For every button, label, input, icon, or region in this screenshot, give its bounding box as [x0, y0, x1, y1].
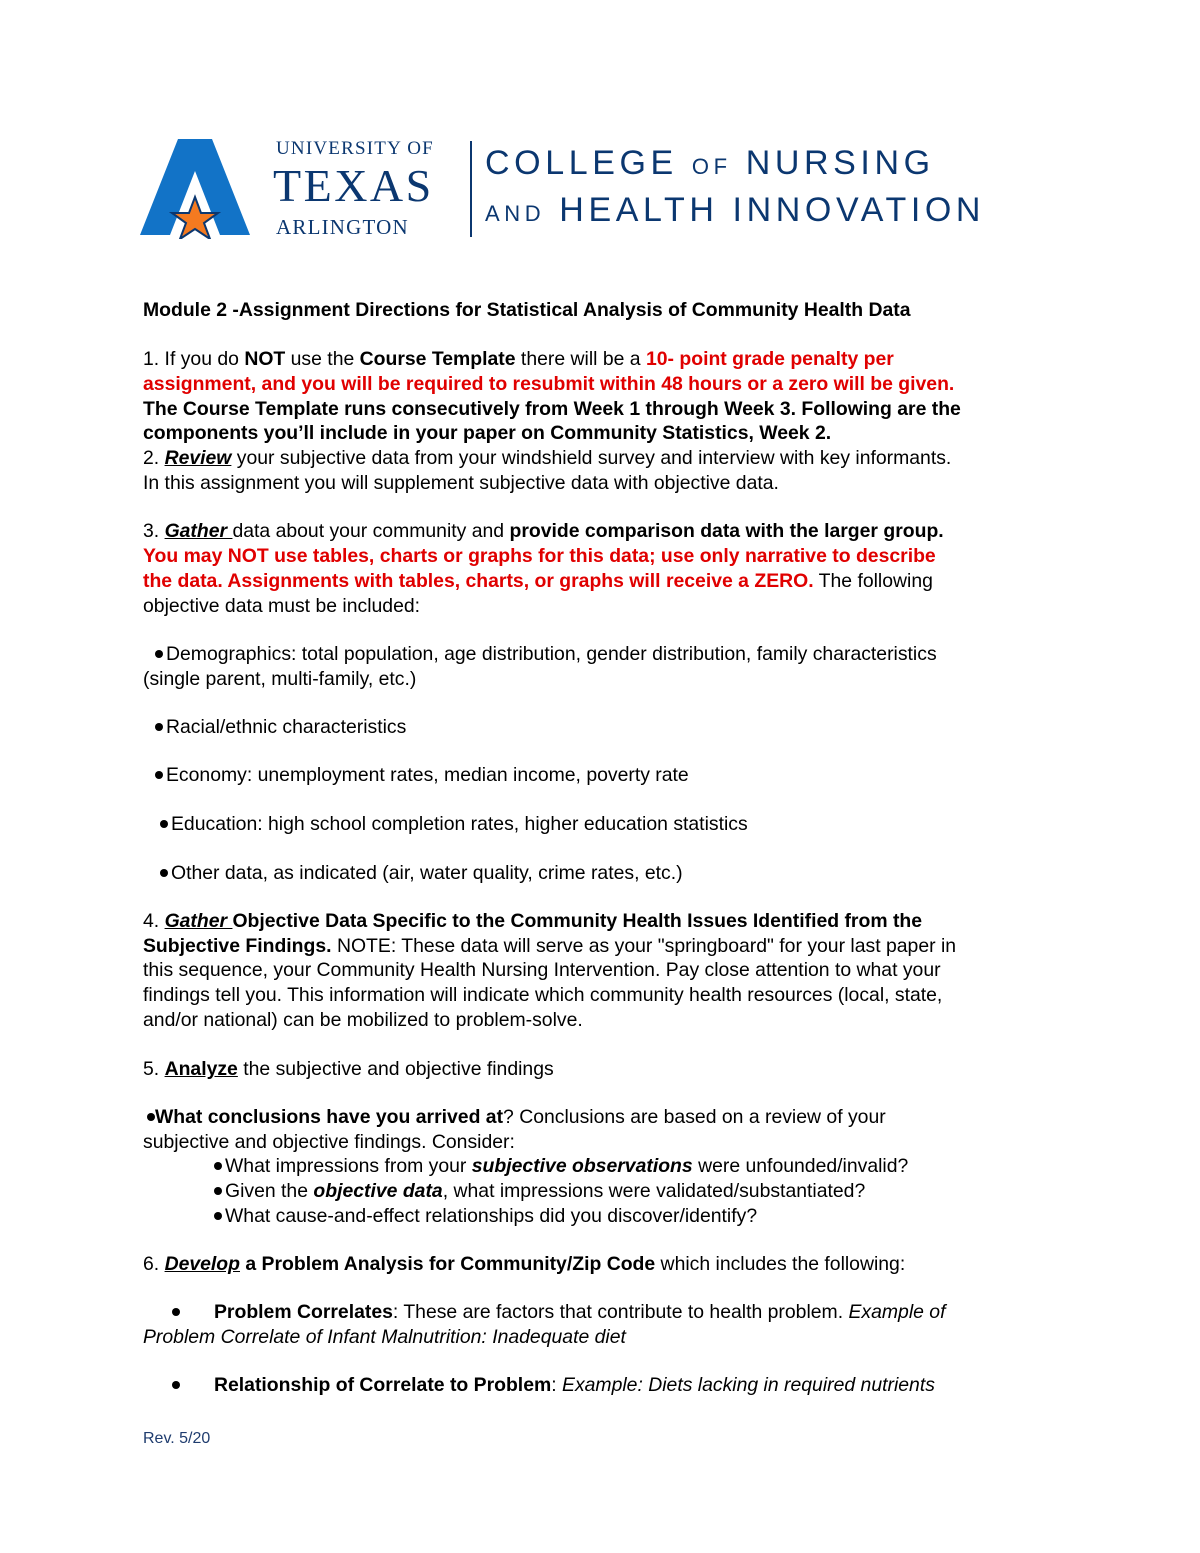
list-item: Relationship of Correlate to Problem: Example: Diets lacking in required nutrients [172, 1373, 935, 1398]
nursing-word: NURSING [745, 144, 935, 182]
revision-footer: Rev. 5/20 [143, 1430, 211, 1447]
page-title: Module 2 -Assignment Directions for Statistical Analysis of Community Health Data [143, 299, 911, 321]
univ-top-text: UNIVERSITY OF [276, 138, 434, 159]
bullet-icon [155, 771, 163, 779]
bullet-icon [214, 1187, 222, 1195]
of-word: OF [691, 154, 732, 179]
list-item: Economy: unemployment rates, median income, poverty rate [155, 763, 689, 788]
list-item-continuation: (single parent, multi-family, etc.) [143, 668, 417, 690]
section-4-line-3: this sequence, your Community Health Nursing Intervention. Pay close attention to what your [143, 959, 941, 981]
univ-bottom-text: ARLINGTON [276, 215, 409, 239]
header-logo [138, 135, 1068, 245]
section-6-line-1: 6. Develop a Problem Analysis for Community/Zip Code which includes the following: [143, 1253, 906, 1275]
section-4-line-2: Subjective Findings. NOTE: These data will serve as your "springboard" for your last paper in [143, 935, 957, 957]
list-item: What cause-and-effect relationships did you discover/identify? [214, 1204, 757, 1229]
section-5-question-line-2: subjective and objective findings. Consider: [143, 1131, 515, 1153]
section-3-line-4: objective data must be included: [143, 595, 421, 617]
bullet-icon [155, 650, 163, 658]
list-item: What impressions from your subjective observations were unfounded/invalid? [214, 1154, 908, 1179]
section-2-line-1: 2. Review your subjective data from your windshield survey and interview with key informants. [143, 447, 952, 469]
section-5-line-1: 5. Analyze the subjective and objective findings [143, 1058, 554, 1080]
bullet-icon [160, 820, 168, 828]
health-innovation-words: HEALTH INNOVATION [559, 191, 986, 229]
list-item: Racial/ethnic characteristics [155, 715, 406, 740]
college-line-2 [485, 190, 985, 234]
section-1-line-1: 1. If you do NOT use the Course Template there will be a 10- point grade penalty per [143, 348, 894, 370]
list-item-continuation: Problem Correlate of Infant Malnutrition: Inadequate diet [143, 1326, 626, 1348]
list-item: Given the objective data, what impressions were validated/substantiated? [214, 1179, 865, 1204]
bullet-icon [172, 1381, 180, 1389]
section-3-line-1: 3. Gather data about your community and provide comparison data with the larger group. [143, 520, 944, 542]
section-2-line-2: In this assignment you will supplement subjective data with objective data. [143, 472, 779, 494]
section-1-line-3: The Course Template runs consecutively from Week 1 through Week 3. Following are the [143, 398, 961, 420]
section-3-line-3: the data. Assignments with tables, charts, or graphs will receive a ZERO. The following [143, 570, 933, 592]
section-4-line-5: and/or national) can be mobilized to problem-solve. [143, 1009, 583, 1031]
and-word: AND [485, 201, 546, 226]
section-1-line-2: assignment, and you will be required to resubmit within 48 hours or a zero will be given. [143, 373, 955, 395]
list-item: Education: high school completion rates, higher education statistics [160, 812, 748, 837]
list-item: Demographics: total population, age distribution, gender distribution, family characteristics [155, 642, 937, 667]
section-4-line-1: 4. Gather Objective Data Specific to the Community Health Issues Identified from the [143, 910, 923, 932]
college-line-1 [485, 143, 935, 187]
section-4-line-4: findings tell you. This information will indicate which community health resources (local, state, [143, 984, 943, 1006]
bullet-icon [147, 1113, 155, 1121]
section-5-question: What conclusions have you arrived at? Conclusions are based on a review of your [147, 1105, 886, 1130]
list-item: Problem Correlates: These are factors that contribute to health problem. Example of [172, 1300, 945, 1325]
uta-a-star-icon [140, 139, 252, 239]
bullet-icon [214, 1162, 222, 1170]
section-1-line-4: components you’ll include in your paper on Community Statistics, Week 2. [143, 422, 832, 444]
list-item: Other data, as indicated (air, water quality, crime rates, etc.) [160, 861, 683, 886]
bullet-icon [160, 869, 168, 877]
logo-divider [470, 141, 472, 237]
bullet-icon [214, 1212, 222, 1220]
bullet-icon [172, 1308, 180, 1316]
univ-main-text: TEXAS [273, 160, 434, 211]
bullet-icon [155, 723, 163, 731]
section-3-line-2: You may NOT use tables, charts or graphs for this data; use only narrative to describe [143, 545, 936, 567]
college-word: COLLEGE [485, 144, 678, 182]
